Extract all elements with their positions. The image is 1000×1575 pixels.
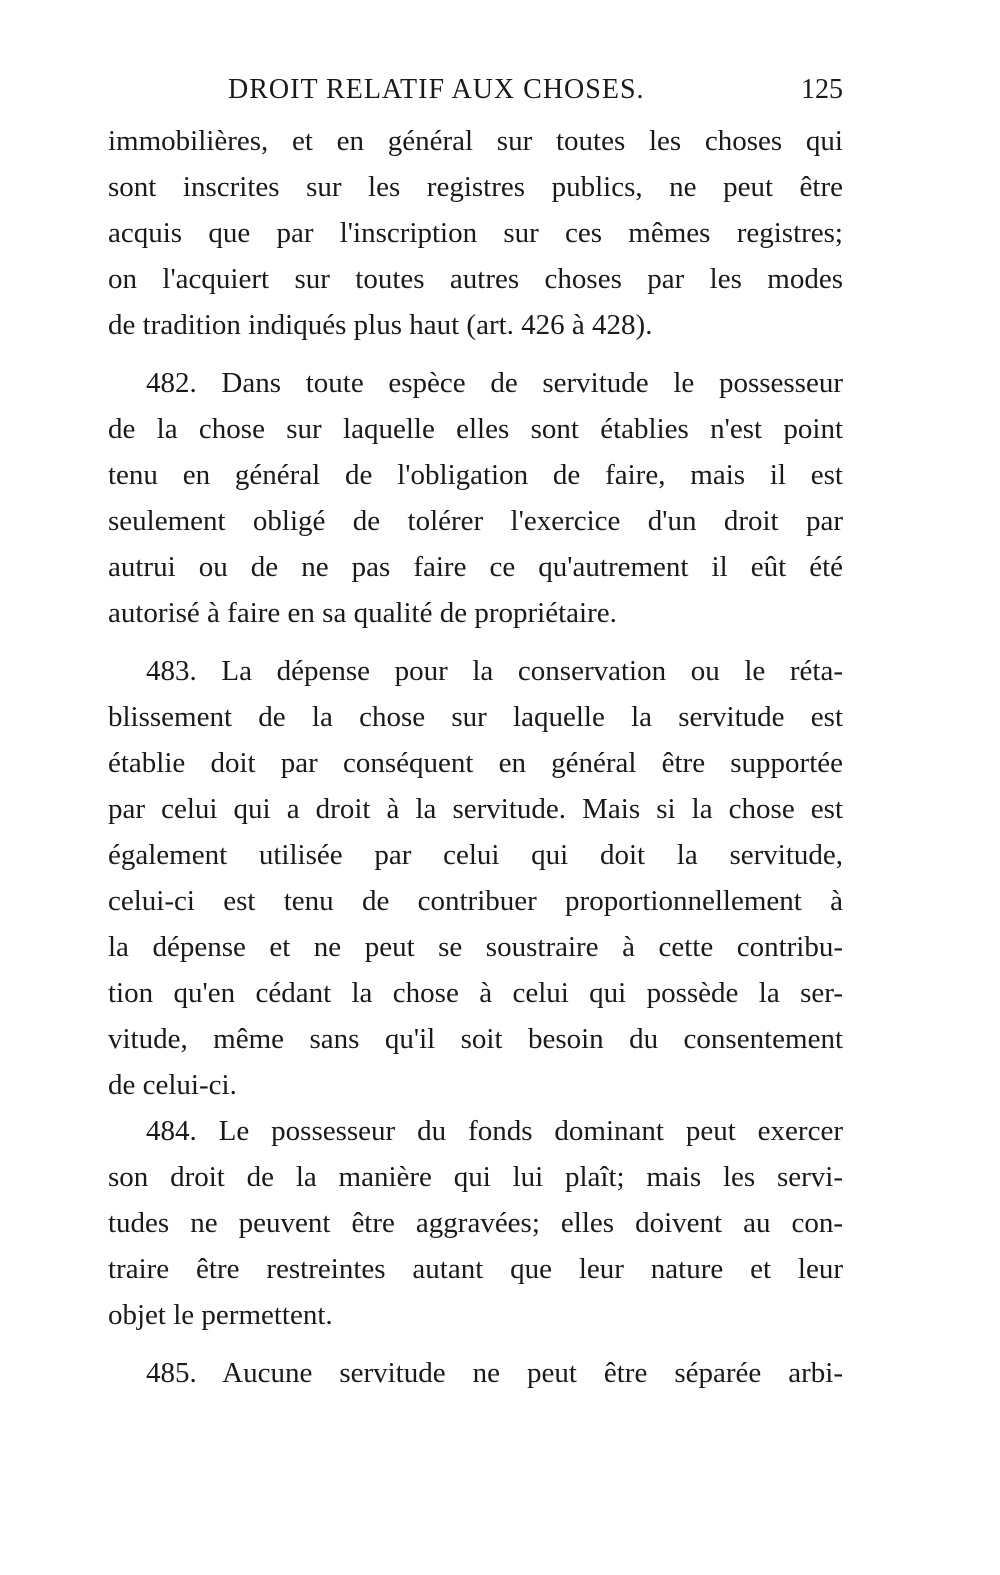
paragraph-spacing bbox=[108, 348, 843, 360]
text-line: de la chose sur laquelle elles sont établies n'est point bbox=[108, 413, 843, 445]
text-line: autrui ou de ne pas faire ce qu'autrement il eût été bbox=[108, 551, 843, 583]
text-line: 484. Le possesseur du fonds dominant peut exercer bbox=[146, 1115, 843, 1147]
text-line: de tradition indiqués plus haut (art. 426 à 428). bbox=[108, 309, 653, 341]
text-line: tudes ne peuvent être aggravées; elles doivent au con- bbox=[108, 1207, 843, 1239]
running-header bbox=[108, 74, 843, 114]
text-line: 485. Aucune servitude ne peut être séparée arbi- bbox=[146, 1357, 843, 1389]
text-line: celui-ci est tenu de contribuer proportionnellement à bbox=[108, 885, 843, 917]
text-line: de celui-ci. bbox=[108, 1069, 237, 1101]
page-body bbox=[108, 118, 843, 1396]
paragraph-484 bbox=[108, 1108, 843, 1338]
text-line: blissement de la chose sur laquelle la servitude est bbox=[108, 701, 843, 733]
text-line: 482. Dans toute espèce de servitude le possesseur bbox=[146, 367, 843, 399]
page-number: 125 bbox=[801, 74, 843, 105]
text-line: tion qu'en cédant la chose à celui qui possède la ser- bbox=[108, 977, 843, 1009]
text-line: par celui qui a droit à la servitude. Mais si la chose est bbox=[108, 793, 843, 825]
text-line: la dépense et ne peut se soustraire à cette contribu- bbox=[108, 931, 843, 963]
text-line: établie doit par conséquent en général être supportée bbox=[108, 747, 843, 779]
running-title: DROIT RELATIF AUX CHOSES. bbox=[228, 74, 645, 105]
paragraph-483 bbox=[108, 648, 843, 1108]
text-line: seulement obligé de tolérer l'exercice d'un droit par bbox=[108, 505, 843, 537]
paragraph-continued bbox=[108, 118, 843, 348]
paragraph-spacing bbox=[108, 636, 843, 648]
text-line: acquis que par l'inscription sur ces mêmes registres; bbox=[108, 217, 843, 249]
text-line: son droit de la manière qui lui plaît; mais les servi- bbox=[108, 1161, 843, 1193]
text-line: on l'acquiert sur toutes autres choses par les modes bbox=[108, 263, 843, 295]
text-line: autorisé à faire en sa qualité de propriétaire. bbox=[108, 597, 617, 629]
text-line: 483. La dépense pour la conservation ou le réta- bbox=[146, 655, 843, 687]
text-line: traire être restreintes autant que leur nature et leur bbox=[108, 1253, 843, 1285]
text-line: également utilisée par celui qui doit la servitude, bbox=[108, 839, 843, 871]
text-line: vitude, même sans qu'il soit besoin du consentement bbox=[108, 1023, 843, 1055]
text-line: sont inscrites sur les registres publics, ne peut être bbox=[108, 171, 843, 203]
paragraph-482 bbox=[108, 360, 843, 636]
paragraph-485 bbox=[108, 1350, 843, 1396]
text-line: tenu en général de l'obligation de faire, mais il est bbox=[108, 459, 843, 491]
text-line: objet le permettent. bbox=[108, 1299, 333, 1331]
text-line: immobilières, et en général sur toutes les choses qui bbox=[108, 125, 843, 157]
paragraph-spacing bbox=[108, 1338, 843, 1350]
